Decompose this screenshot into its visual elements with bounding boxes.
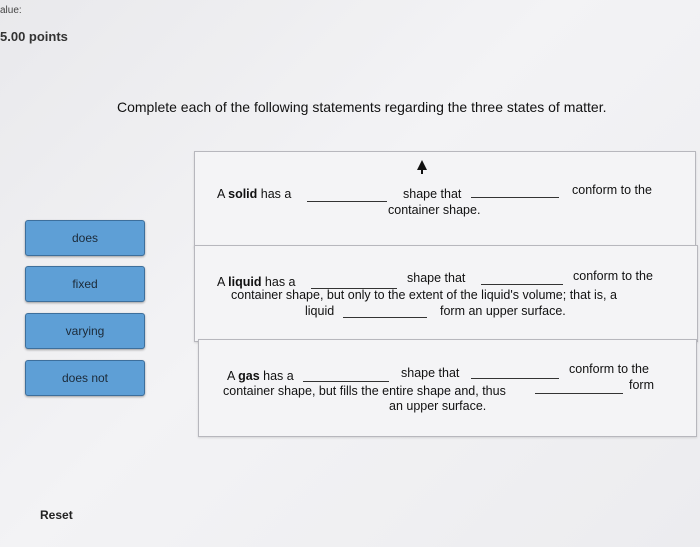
solid-statement-box [194,151,696,248]
gas-line2: container shape, but fills the entire shape and, thus [223,384,506,398]
solid-shape-that: shape that [403,187,462,201]
liquid-blank-3[interactable] [343,317,427,318]
instructions: Complete each of the following statements regarding the three states of matter. [117,99,607,115]
value-label: alue: [0,5,22,16]
liquid-conform: conform to the [573,269,653,283]
liquid-word: liquid [305,304,335,318]
liquid-shape-that: shape that [407,271,466,285]
gas-statement-box [198,339,697,437]
gas-form: form [629,378,654,392]
gas-blank-3[interactable] [535,393,623,394]
gas-shape-that: shape that [401,366,460,380]
gas-blank-1[interactable] [303,381,389,382]
gas-line3: an upper surface. [389,399,487,413]
liquid-blank-2[interactable] [481,284,563,285]
liquid-line2: container shape, but only to the extent of the liquid's volume; that is, a [231,288,617,302]
mouse-cursor-stem [421,168,423,174]
liquid-statement-start: A liquid has a [217,275,296,289]
solid-end: container shape. [388,203,481,217]
option-varying[interactable]: varying [25,313,145,349]
reset-button[interactable]: Reset [40,508,73,522]
solid-blank-1[interactable] [307,201,387,202]
gas-blank-2[interactable] [471,378,559,379]
option-does-not[interactable]: does not [25,360,145,396]
solid-statement-start: A solid has a [217,187,292,201]
liquid-form-upper: form an upper surface. [440,304,566,318]
option-fixed[interactable]: fixed [25,266,145,302]
gas-statement-start: A gas has a [227,369,294,383]
solid-blank-2[interactable] [471,197,559,198]
points-value: 5.00 points [0,29,68,44]
solid-conform: conform to the [572,183,652,197]
liquid-statement-box [194,245,698,342]
option-does[interactable]: does [25,220,145,256]
gas-conform: conform to the [569,362,649,376]
